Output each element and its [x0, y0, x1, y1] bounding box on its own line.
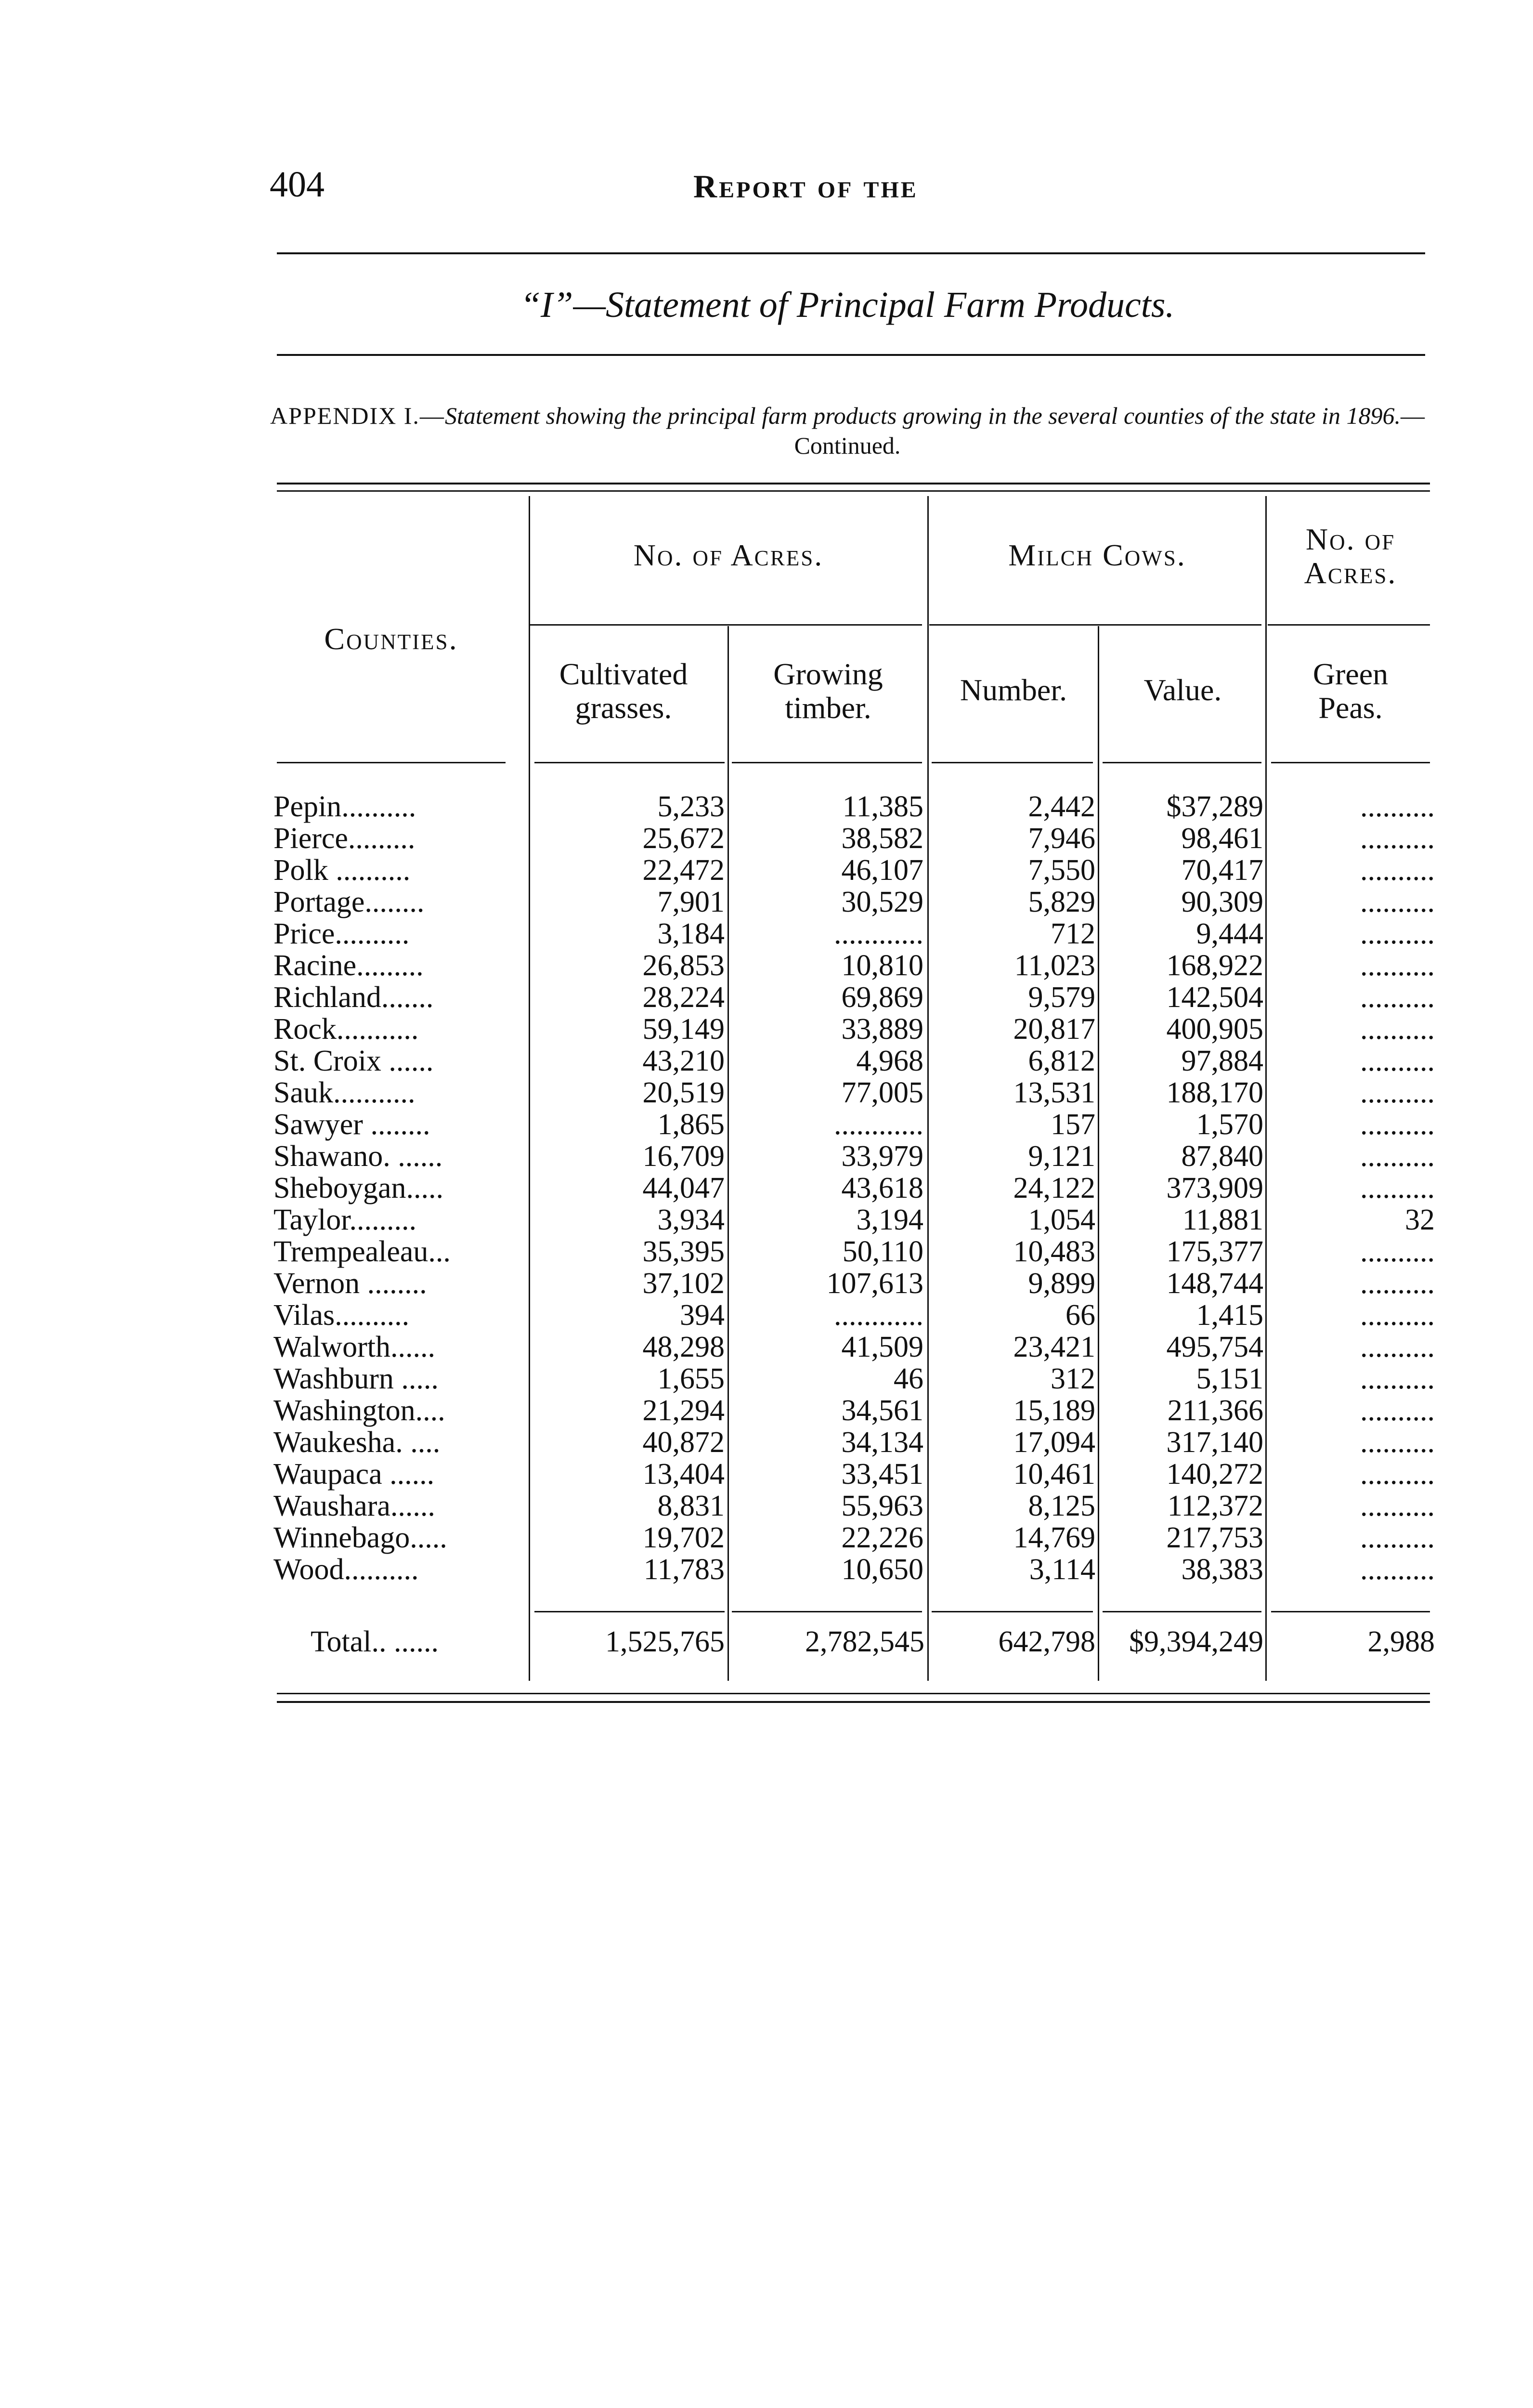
growing-timber-value: 50,110 — [842, 1235, 923, 1268]
milch-cows-value: 142,504 — [1166, 981, 1263, 1014]
green-peas-value: .......... — [1360, 981, 1435, 1014]
green-peas-value: .......... — [1360, 854, 1435, 887]
cultivated-grasses-value: 16,709 — [642, 1140, 725, 1173]
county-name: Trempealeau... — [273, 1235, 451, 1268]
total-number: 642,798 — [998, 1625, 1095, 1658]
col-divider-4 — [1098, 626, 1099, 1681]
milch-cows-value: 11,881 — [1182, 1204, 1263, 1236]
growing-timber-value: 34,134 — [841, 1426, 923, 1459]
header-cultivated-grasses: Cultivated grasses. — [559, 657, 688, 725]
green-peas-value: .......... — [1360, 949, 1435, 982]
cultivated-grasses-value: 11,783 — [643, 1553, 725, 1586]
county-name: St. Croix ...... — [273, 1045, 434, 1077]
county-name: Vernon ........ — [273, 1267, 427, 1300]
milch-cows-value: 112,372 — [1167, 1490, 1263, 1522]
county-name: Waukesha. .... — [273, 1426, 441, 1459]
milch-cows-number: 20,817 — [1013, 1013, 1095, 1046]
header-number: Number. — [960, 673, 1067, 707]
header-counties: Counties. — [324, 622, 458, 656]
total-rule-peas — [1271, 1611, 1430, 1612]
cultivated-grasses-value: 59,149 — [642, 1013, 725, 1046]
header-growing-timber: Growing timber. — [773, 657, 883, 725]
cultivated-grasses-value: 26,853 — [642, 949, 725, 982]
growing-timber-value: 33,979 — [841, 1140, 923, 1173]
green-peas-value: .......... — [1360, 1267, 1435, 1300]
page-number: 404 — [270, 164, 325, 205]
cultivated-grasses-value: 1,655 — [657, 1362, 725, 1395]
cultivated-grasses-value: 19,702 — [642, 1521, 725, 1554]
group-rule-cows — [929, 624, 1261, 626]
milch-cows-value: 1,570 — [1196, 1108, 1263, 1141]
county-name: Sawyer ........ — [273, 1108, 430, 1141]
growing-timber-value: 77,005 — [841, 1076, 923, 1109]
growing-timber-value: 43,618 — [841, 1172, 923, 1204]
total-peas: 2,988 — [1367, 1625, 1435, 1658]
cultivated-grasses-value: 21,294 — [642, 1394, 725, 1427]
green-peas-value: .......... — [1360, 1013, 1435, 1046]
milch-cows-number: 9,899 — [1028, 1267, 1095, 1300]
main-title: “I”—Statement of Principal Farm Products. — [520, 285, 1175, 325]
cultivated-grasses-value: 40,872 — [642, 1426, 725, 1459]
milch-cows-value: 90,309 — [1181, 886, 1263, 918]
milch-cows-value: 495,754 — [1166, 1331, 1263, 1363]
cultivated-grasses-value: 20,519 — [642, 1076, 725, 1109]
county-name: Waupaca ...... — [273, 1458, 435, 1491]
cultivated-grasses-value: 8,831 — [657, 1490, 725, 1522]
milch-cows-number: 10,483 — [1013, 1235, 1095, 1268]
county-name: Sheboygan..... — [273, 1172, 444, 1204]
county-name: Washington.... — [273, 1394, 445, 1427]
growing-timber-value: 11,385 — [842, 790, 923, 823]
growing-timber-value: 69,869 — [841, 981, 923, 1014]
growing-timber-value: 10,810 — [841, 949, 923, 982]
milch-cows-number: 9,579 — [1028, 981, 1095, 1014]
green-peas-value: .......... — [1360, 1140, 1435, 1173]
county-name: Rock........... — [273, 1013, 419, 1046]
group-rule-acres-2 — [1268, 624, 1430, 626]
header-rule-counties — [277, 762, 506, 763]
header-no-of-acres: No. of Acres. — [633, 538, 824, 572]
growing-timber-value: ............ — [834, 1108, 923, 1141]
header-value: Value. — [1143, 673, 1222, 707]
milch-cows-number: 312 — [1051, 1362, 1095, 1395]
green-peas-value: .......... — [1360, 1490, 1435, 1522]
green-peas-value: .......... — [1360, 1076, 1435, 1109]
milch-cows-number: 7,946 — [1028, 822, 1095, 855]
milch-cows-value: 5,151 — [1196, 1362, 1263, 1395]
milch-cows-value: $37,289 — [1166, 790, 1263, 823]
growing-timber-value: ............ — [834, 1299, 923, 1332]
growing-timber-value: 10,650 — [841, 1553, 923, 1586]
green-peas-value: .......... — [1360, 1362, 1435, 1395]
milch-cows-value: 373,909 — [1166, 1172, 1263, 1204]
cultivated-grasses-value: 3,934 — [657, 1204, 725, 1236]
total-rule-grasses — [534, 1611, 725, 1612]
table-bottom-rule-2 — [277, 1701, 1430, 1703]
green-peas-value: .......... — [1360, 1235, 1435, 1268]
cultivated-grasses-value: 43,210 — [642, 1045, 725, 1077]
county-name: Taylor......... — [273, 1204, 417, 1236]
total-rule-number — [932, 1611, 1093, 1612]
milch-cows-value: 188,170 — [1166, 1076, 1263, 1109]
header-milch-cows: Milch Cows. — [1008, 538, 1186, 572]
milch-cows-value: 400,905 — [1166, 1013, 1263, 1046]
milch-cows-number: 712 — [1051, 917, 1095, 950]
growing-timber-value: 22,226 — [841, 1521, 923, 1554]
total-timber: 2,782,545 — [805, 1625, 924, 1658]
county-name: Price.......... — [273, 917, 410, 950]
milch-cows-value: 87,840 — [1181, 1140, 1263, 1173]
cultivated-grasses-value: 13,404 — [642, 1458, 725, 1491]
milch-cows-value: 1,415 — [1196, 1299, 1263, 1332]
county-name: Pierce......... — [273, 822, 416, 855]
header-green-peas: Green Peas. — [1312, 657, 1389, 725]
cultivated-grasses-value: 394 — [680, 1299, 725, 1332]
col-divider-3 — [927, 496, 929, 1681]
header-rule-peas — [1271, 762, 1430, 763]
header-rule-grasses — [534, 762, 725, 763]
milch-cows-number: 15,189 — [1013, 1394, 1095, 1427]
milch-cows-number: 5,829 — [1028, 886, 1095, 918]
total-rule-timber — [732, 1611, 922, 1612]
col-divider-2 — [728, 626, 729, 1681]
growing-timber-value: ............ — [834, 917, 923, 950]
milch-cows-number: 6,812 — [1028, 1045, 1095, 1077]
green-peas-value: .......... — [1360, 1426, 1435, 1459]
milch-cows-number: 66 — [1065, 1299, 1095, 1332]
table-top-rule-2 — [277, 490, 1430, 492]
milch-cows-value: 140,272 — [1166, 1458, 1263, 1491]
milch-cows-value: 211,366 — [1167, 1394, 1263, 1427]
green-peas-value: .......... — [1360, 1553, 1435, 1586]
growing-timber-value: 38,582 — [841, 822, 923, 855]
county-name: Wood.......... — [273, 1553, 419, 1586]
county-name: Richland....... — [273, 981, 434, 1014]
milch-cows-number: 1,054 — [1028, 1204, 1095, 1236]
milch-cows-number: 10,461 — [1013, 1458, 1095, 1491]
growing-timber-value: 55,963 — [841, 1490, 923, 1522]
milch-cows-number: 157 — [1051, 1108, 1095, 1141]
green-peas-value: .......... — [1360, 1394, 1435, 1427]
milch-cows-number: 17,094 — [1013, 1426, 1095, 1459]
green-peas-value: .......... — [1360, 1108, 1435, 1141]
milch-cows-value: 148,744 — [1166, 1267, 1263, 1300]
county-name: Sauk........... — [273, 1076, 416, 1109]
header-rule-value — [1103, 762, 1261, 763]
county-name: Winnebago..... — [273, 1521, 447, 1554]
growing-timber-value: 107,613 — [826, 1267, 923, 1300]
cultivated-grasses-value: 5,233 — [657, 790, 725, 823]
green-peas-value: .......... — [1360, 1045, 1435, 1077]
appendix-caption — [270, 401, 1425, 460]
county-name: Polk .......... — [273, 854, 411, 887]
green-peas-value: .......... — [1360, 1521, 1435, 1554]
header-no-of-acres-2: No. of Acres. — [1304, 522, 1397, 590]
milch-cows-number: 23,421 — [1013, 1331, 1095, 1363]
county-name: Waushara...... — [273, 1490, 435, 1522]
cultivated-grasses-value: 22,472 — [642, 854, 725, 887]
group-rule-acres — [530, 624, 922, 626]
growing-timber-value: 33,451 — [841, 1458, 923, 1491]
growing-timber-value: 46,107 — [841, 854, 923, 887]
cultivated-grasses-value: 48,298 — [642, 1331, 725, 1363]
milch-cows-value: 175,377 — [1166, 1235, 1263, 1268]
milch-cows-value: 98,461 — [1181, 822, 1263, 855]
milch-cows-value: 38,383 — [1181, 1553, 1263, 1586]
header-rule-timber — [732, 762, 922, 763]
milch-cows-value: 70,417 — [1181, 854, 1263, 887]
appendix-tail: —Continued. — [794, 402, 1425, 459]
col-divider-1 — [529, 496, 530, 1681]
green-peas-value: .......... — [1360, 1172, 1435, 1204]
running-head: Report of the — [693, 168, 918, 205]
milch-cows-number: 3,114 — [1029, 1553, 1095, 1586]
growing-timber-value: 34,561 — [841, 1394, 923, 1427]
growing-timber-value: 33,889 — [841, 1013, 923, 1046]
top-rule — [277, 252, 1425, 254]
cultivated-grasses-value: 7,901 — [657, 886, 725, 918]
appendix-lead: APPENDIX I.— — [270, 402, 445, 429]
green-peas-value: .......... — [1360, 1299, 1435, 1332]
county-name: Pepin.......... — [273, 790, 416, 823]
milch-cows-number: 8,125 — [1028, 1490, 1095, 1522]
cultivated-grasses-value: 25,672 — [642, 822, 725, 855]
county-name: Racine......... — [273, 949, 424, 982]
growing-timber-value: 41,509 — [841, 1331, 923, 1363]
green-peas-value: .......... — [1360, 822, 1435, 855]
county-name: Washburn ..... — [273, 1362, 439, 1395]
green-peas-value: 32 — [1405, 1204, 1435, 1236]
milch-cows-value: 168,922 — [1166, 949, 1263, 982]
milch-cows-number: 9,121 — [1028, 1140, 1095, 1173]
milch-cows-value: 9,444 — [1196, 917, 1263, 950]
green-peas-value: .......... — [1360, 1458, 1435, 1491]
appendix-italic: Statement showing the principal farm products growing in the several counties of the state in 1896. — [444, 402, 1401, 429]
total-grasses: 1,525,765 — [605, 1625, 725, 1658]
milch-cows-value: 317,140 — [1166, 1426, 1263, 1459]
cultivated-grasses-value: 1,865 — [657, 1108, 725, 1141]
green-peas-value: .......... — [1360, 1331, 1435, 1363]
milch-cows-value: 217,753 — [1166, 1521, 1263, 1554]
growing-timber-value: 46 — [894, 1362, 923, 1395]
growing-timber-value: 30,529 — [841, 886, 923, 918]
header-rule-number — [932, 762, 1093, 763]
milch-cows-number: 7,550 — [1028, 854, 1095, 887]
milch-cows-number: 13,531 — [1013, 1076, 1095, 1109]
green-peas-value: .......... — [1360, 790, 1435, 823]
col-divider-5 — [1265, 496, 1267, 1681]
green-peas-value: .......... — [1360, 917, 1435, 950]
cultivated-grasses-value: 44,047 — [642, 1172, 725, 1204]
county-name: Shawano. ...... — [273, 1140, 443, 1173]
milch-cows-number: 14,769 — [1013, 1521, 1095, 1554]
growing-timber-value: 3,194 — [856, 1204, 923, 1236]
total-rule-value — [1103, 1611, 1261, 1612]
cultivated-grasses-value: 37,102 — [642, 1267, 725, 1300]
cultivated-grasses-value: 3,184 — [657, 917, 725, 950]
table-top-rule-1 — [277, 483, 1430, 484]
total-label: Total.. ...... — [311, 1625, 439, 1658]
growing-timber-value: 4,968 — [856, 1045, 923, 1077]
milch-cows-number: 2,442 — [1028, 790, 1095, 823]
milch-cows-number: 24,122 — [1013, 1172, 1095, 1204]
cultivated-grasses-value: 28,224 — [642, 981, 725, 1014]
county-name: Portage........ — [273, 886, 425, 918]
total-value: $9,394,249 — [1129, 1625, 1263, 1658]
table-bottom-rule-1 — [277, 1693, 1430, 1694]
title-rule — [277, 354, 1425, 356]
county-name: Vilas.......... — [273, 1299, 410, 1332]
green-peas-value: .......... — [1360, 886, 1435, 918]
county-name: Walworth...... — [273, 1331, 435, 1363]
cultivated-grasses-value: 35,395 — [642, 1235, 725, 1268]
milch-cows-number: 11,023 — [1014, 949, 1095, 982]
milch-cows-value: 97,884 — [1181, 1045, 1263, 1077]
